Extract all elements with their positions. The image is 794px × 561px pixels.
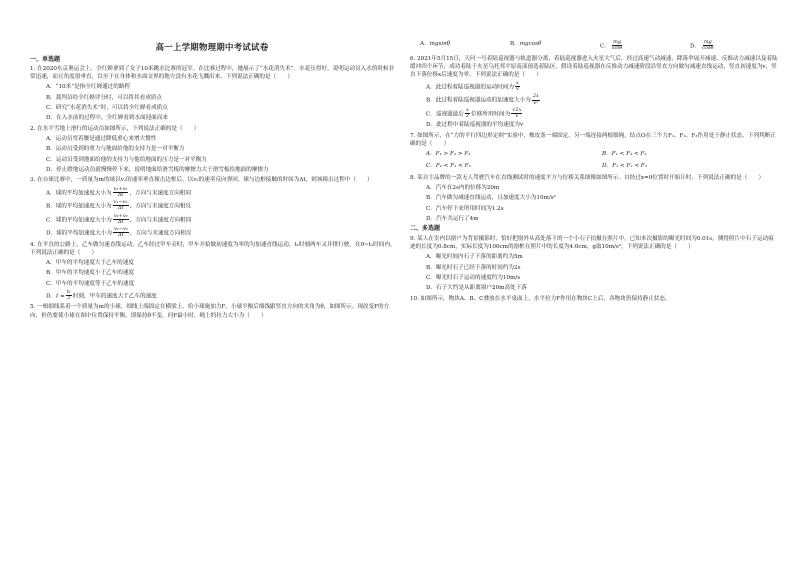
section-multi-choice: 二、多选题 [410,225,441,233]
question-3-option-c: C．球的平均加速度大小为 $\frac{\text{v₁+v₂}}{\Delta t}$ ，方向与末速度方向相同 [46,212,192,225]
question-4-stem: 4. 在平直的公路上，乙车做匀速直线运动，乙车经过甲车旁时，甲车开始做初速度为零的匀加速直线运动，t₁时刻两车又并排行驶，在0~t₁时间内，下列说法正确的是（ ） [30,241,396,256]
question-1-stem: 1. 在2020东京奥运会上，全红婵拿到了女子10米跳水比赛的冠军。在比赛过程中，她展示了“水花消失术”。水花压得好，说明运动员入水的时候非常迅速，而且角度很垂直，以至于在身体和水面交界的地方没有水花飞溅出来。下列说法正确的是（ ） [30,66,395,81]
question-3-option-b: B．球的平均加速度大小为 $\frac{\text{v₁−v₂}}{\Delta t}$ ，方向与末速度方向相反 [46,199,192,212]
fraction: $\frac{\text{v₁−v₂}}{\Delta t}$ [113,199,128,212]
question-4-option-a: A．甲车的平均速度大于乙车的速度 [46,259,134,266]
question-10-stem: 10. 如图所示，物块A、B、C叠放在水平桌面上，水平拉力F作用在物块C上后，各物块仍保持静止状态， [410,295,671,302]
question-9-stem: 9. 某人在室内以窗户为背景摄影时，恰好把窗外从高处落下的一个小石子拍摄在照片中，已知本次摄影的曝光时间为0.0​1s，测得照片中石子运动痕迹的长度为0.8cm，实际长度为100cm的窗框在照片中的长度为4.0cm，g取10m/s²，下列说法正确的是（ ） [410,235,774,251]
question-5-stem: 5. 一根细线系着一个质量为m的小球，细线上端固定在横梁上。给小球施加力F，小球平衡后细线跟竖直方向的夹角为θ，如图所示。现改变F的方向，但仍要使小球在图中位置保持平衡，即保持θ不变，问F最小时，绳上的拉力大小为（ ） [30,304,390,319]
question-7-option-c: C．F₂ < F₁ < F₃ [426,162,471,169]
question-7-option-a: A．F₁ > F₂ > F₃ [426,150,471,157]
question-7-options-row-1 [426,150,778,159]
question-8-option-b: B．汽车做匀减速直线运动，且加速度大小为10m/s² [426,195,556,202]
question-8-option-d: D．汽车共运行了4m [426,216,479,223]
question-1-option-c: C．研究“水花消失术”时，可以将全红婵看成质点 [46,105,168,111]
right-column [404,0,780,561]
question-8-stem: 8. 某自主品牌的一款无人驾驶汽车在直线测试时的速度平方与位移关系图像如图所示。自经过x=0位置时开始计时，下列说法正确的是（ ） [410,174,765,181]
question-9-option-c: C．曝光时石子运动的速度约为10m/s [426,274,521,281]
question-7-option-b: B．F₁ < F₃ < F₂ [602,150,647,157]
question-2-stem: 2. 在水平雪地上滑行的运动员如图所示，下列说法正确的是（ ） [30,125,200,132]
exam-title: 高一上学期物理期中考试试卷 [155,42,269,52]
question-8 [410,174,778,224]
question-6-option-d: D．此过程中着陆巡视器的平均速度为v [426,122,524,129]
question-4-option-b: B．甲车的平均速度小于乙车的速度 [46,270,135,277]
fraction: $\frac{2x}{\text{v²}}$ [532,93,539,106]
left-column [24,0,400,561]
fraction: $\frac{\text{v₁−v₂}}{\Delta t}$ [114,226,128,239]
question-8-option-c: C．汽车停下来所用时间为1.2s [426,205,504,212]
question-4 [30,241,398,302]
question-5-option-b: B．mgcosθ [510,41,542,47]
question-6-option-b: B．此过程着陆巡视器运动的加速度大小为 $\frac{2x}{\text{v²}}$ [426,93,539,106]
question-2-option-a: A．运动员弯着腰是通过降低重心来增大惯性 [46,135,157,142]
fraction: $\frac{\text{v₁+v₂}}{\Delta t}$ [113,185,128,198]
fraction: $\frac{x}{2}$ [465,106,470,120]
fraction: $\frac{\text{t₁}}{2}$ [66,288,71,302]
question-5-options [420,40,780,52]
question-4-option-d: D．t = $\frac{\text{t₁}}{2}$ 时刻，甲车的速度大于乙车的速度 [46,288,157,302]
question-6-stem: 6. 2021年5月15日，天问一号着陆巡视器与轨道器分离，着陆巡视器进入火星大气后，经过高速气动减速、降落伞展开减速、反推动力减速以及着陆缓冲四个环节，成功着陆于火星乌托邦平原南部预选着陆区。假设着陆巡视器在反推动力减速阶段沿竖直方向做匀减速直线运动，竖直初速度为v，竖直下落位移x后速度为零。下列说法正确的是（ ） [410,55,778,78]
question-1-option-d: D．在入水前的过程中，全红婵看到水面迎面而来 [46,115,168,122]
fraction: $\frac{mg}{\sin\theta}$ [611,39,623,52]
question-8-option-a: A．汽车在2s内的位移为20m [426,184,500,191]
question-10 [410,295,778,303]
fraction: $\frac{\text{v₁+v₂}}{\Delta t}$ [113,212,128,225]
question-9-option-b: B．曝光时石子已经下落的时间约为2s [426,264,521,271]
question-6-option-c: C．巡视器最后 $\frac{x}{2}$ 位移所用时间为 $\frac{√2x}{v}$ [426,106,522,120]
question-6-option-a: A．此过程着陆巡视器的运动时间为 $\frac{x}{v}$ [426,79,519,93]
fraction: $\frac{mg}{\cos\theta}$ [702,39,714,52]
question-1-option-a: A．“10米”是指全红婵通过的路程 [46,84,131,91]
fraction: $\frac{√2x}{v}$ [512,106,522,120]
question-7-options-row-2 [426,162,778,171]
question-2-option-d: D．停止蹬地运动员就慢慢停下来，说明地面给滑雪板的摩擦力大于滑雪板给地面的摩擦力 [46,167,269,174]
question-5-option-d: D． $\frac{mg}{\cos\theta}$ [690,39,714,52]
question-3 [30,176,398,238]
section-single-choice: 一、单选题 [30,55,61,63]
question-7-option-d: D．F₁ < F₂ < F₃ [602,162,647,169]
question-9-option-a: A．曝光时间内石子下落的距离约为5m [426,254,523,261]
question-5-option-a: A．mgsinθ [420,41,451,47]
question-1-option-b: B．裁判员给全红婵评分时，可以将其看成质点 [46,94,162,101]
question-9-option-d: D．石子大约是从距离窗户20m高处下落 [426,285,527,292]
question-2 [30,125,398,175]
question-3-stem: 3. 在台球比赛中，一质量为m的球以v₁的速率垂直撞击边框后，以v₂的速率反向弹回，球与边框接触的时间为Δt，则该撞击过程中（ ） [30,177,373,184]
question-9 [410,235,778,293]
question-2-option-c: C．运动员受到地面给他的支持力与他给地面的压力是一对平衡力 [46,156,207,163]
question-7 [410,132,778,171]
question-6 [410,55,778,130]
question-5 [30,303,398,319]
question-5-option-c: C． $\frac{mg}{\sin\theta}$ [600,39,623,52]
question-3-option-a: A．球的平均加速度大小为 $\frac{\text{v₁+v₂}}{\Delta t}$ ，方向与末速度方向相同 [46,185,191,198]
question-7-stem: 7. 如图所示，在“力的平行四边形定则”实验中，橡皮条一端固定，另一端连接两根细绳，结点O在三个力F₁、F₂、F₃作用处于静止状态，下列判断正确的是（ ） [410,132,776,147]
fraction: $\frac{x}{v}$ [515,79,519,93]
question-1 [30,65,398,123]
question-4-option-c: C．甲车的平均速度等于乙车的速度 [46,280,135,287]
question-2-option-b: B．运动员受到的重力与地面给他的支持力是一对平衡力 [46,146,185,153]
question-3-option-d: D．球的平均加速度大小为 $\frac{\text{v₁−v₂}}{\Delta t}$ ，方向与末速度方向相反 [46,226,192,239]
